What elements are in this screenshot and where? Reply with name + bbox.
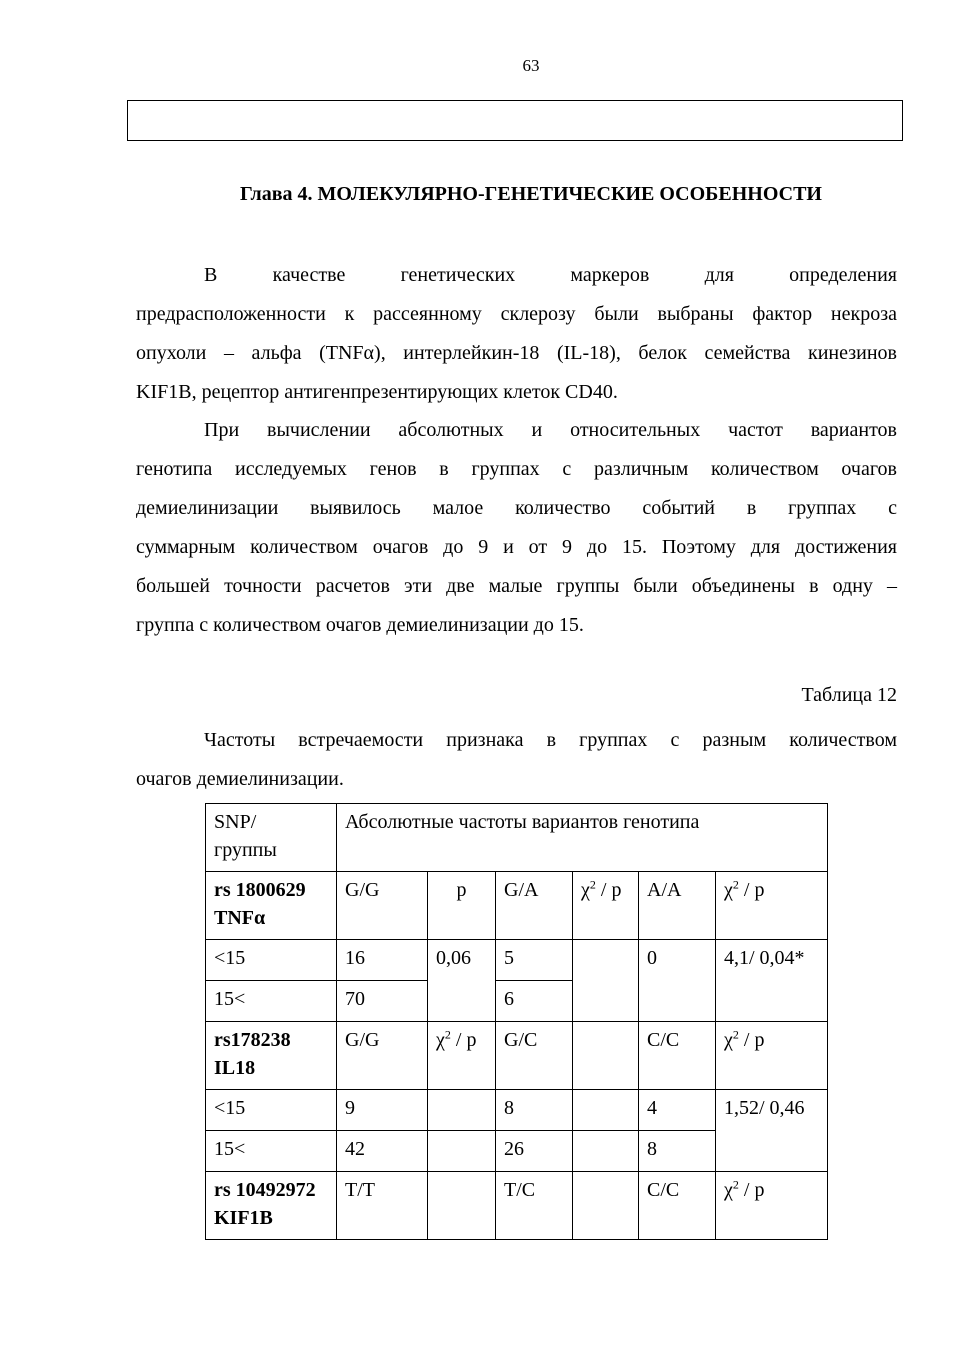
paragraph-markers bbox=[136, 256, 897, 412]
table-row: 15< 42 26 8 bbox=[206, 1131, 828, 1172]
chi-header-cell: $\chi^2$ / p bbox=[716, 872, 828, 940]
genotype-cell: A/A bbox=[639, 872, 716, 940]
text-line: В качестве генетических маркеров для определения bbox=[204, 264, 897, 286]
chi-value-cell: 4,1/ 0,04* bbox=[716, 940, 828, 1022]
snp-cell: rs 10492972 KIF1B bbox=[206, 1172, 337, 1240]
genotype-table bbox=[205, 803, 828, 1240]
table-caption bbox=[136, 721, 897, 799]
text-line: большей точности расчетов эти две малые группы были объединены в одну – bbox=[136, 575, 897, 597]
text-line: При вычислении абсолютных и относительных частот вариантов bbox=[204, 419, 897, 441]
table-row-il18-header: rs178238 IL18 G/G $\chi^2$ / p G/C C/C $\chi^2$ / p bbox=[206, 1022, 828, 1090]
table-header-row bbox=[206, 804, 828, 872]
paragraph-frequencies bbox=[136, 411, 897, 645]
text-line: Частоты встречаемости признака в группах с разным количеством bbox=[204, 729, 897, 751]
p-value-cell: 0,06 bbox=[428, 940, 496, 1022]
table-row: 15< 70 6 bbox=[206, 981, 828, 1022]
table-row: <15 16 0,06 5 0 4,1/ 0,04* bbox=[206, 940, 828, 981]
table-row-tnf-header bbox=[206, 872, 828, 940]
text-line: суммарным количеством очагов до 9 и от 9 до 15. Поэтому для достижения bbox=[136, 536, 897, 558]
text-line: KIF1B, рецептор антигенпрезентирующих клеток CD40. bbox=[136, 381, 618, 403]
header-box bbox=[127, 100, 903, 141]
p-header-cell: p bbox=[428, 872, 496, 940]
text-line: демиелинизации выявилось малое количество событий в группах с bbox=[136, 497, 897, 519]
genotype-cell: G/A bbox=[496, 872, 573, 940]
chi-header-cell: $\chi^2$ / p bbox=[573, 872, 639, 940]
chi-header-cell: $\chi^2$ / p bbox=[428, 1022, 496, 1090]
text-line: предрасположенности к рассеянному склерозу были выбраны фактор некроза bbox=[136, 303, 897, 325]
page-number: 63 bbox=[522, 56, 540, 75]
table-row-kif-header: rs 10492972 KIF1B T/T T/C C/C $\chi^2$ / p bbox=[206, 1172, 828, 1240]
header-snp-groups: SNP/ группы bbox=[206, 804, 337, 872]
text-line: генотипа исследуемых генов в группах с различным количеством очагов bbox=[136, 458, 897, 480]
text-line: группа с количеством очагов демиелинизации до 15. bbox=[136, 614, 584, 636]
table-label: Таблица 12 bbox=[801, 684, 897, 706]
header-absolute-frequencies: Абсолютные частоты вариантов генотипа bbox=[337, 804, 828, 872]
text-line: опухоли – альфа (TNFα), интерлейкин-18 (IL-18), белок семейства кинезинов bbox=[136, 342, 897, 364]
genotype-cell: G/G bbox=[337, 872, 428, 940]
snp-cell: rs 1800629 TNFα bbox=[206, 872, 337, 940]
chi-header-cell: $\chi^2$ / p bbox=[716, 1172, 828, 1240]
snp-cell: rs178238 IL18 bbox=[206, 1022, 337, 1090]
chapter-title: Глава 4. МОЛЕКУЛЯРНО-ГЕНЕТИЧЕСКИЕ ОСОБЕННОСТИ bbox=[240, 183, 822, 205]
chi-header-cell: $\chi^2$ / p bbox=[716, 1022, 828, 1090]
chi-value-cell: 1,52/ 0,46 bbox=[716, 1090, 828, 1172]
text-line: очагов демиелинизации. bbox=[136, 768, 344, 790]
table-row: <15 9 8 4 1,52/ 0,46 bbox=[206, 1090, 828, 1131]
